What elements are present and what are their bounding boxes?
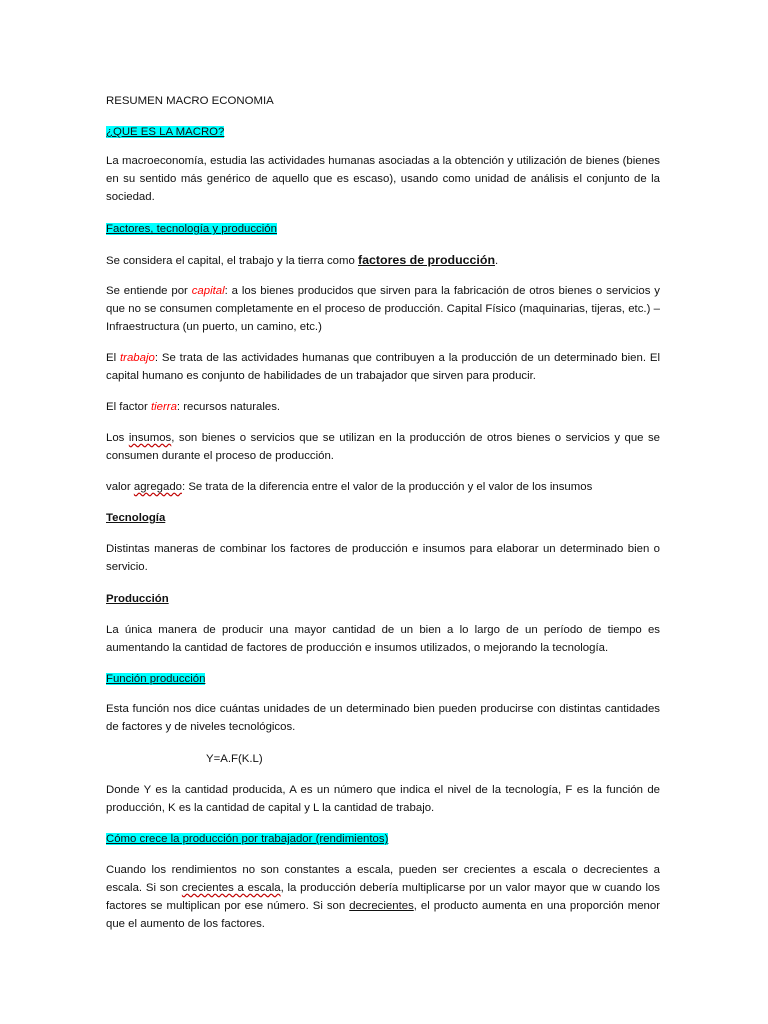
paragraph-macro: La macroeconomía, estudia las actividades humanas asociadas a la obtención y utilización de bienes (bienes en su sentido más genérico de aquello que es escaso), usando como unidad de análisis el conjunto de la sociedad. (106, 155, 660, 203)
insumos-term: insumos (128, 432, 172, 444)
rendimientos-text-3: , el producto aumenta en una proporción menor que el aumento de los factores. (106, 900, 660, 930)
paragraph-produccion: La única manera de producir una mayor cantidad de un bien a lo largo de un período de tiempo es aumentando la cantidad de factores de producción e insumos utilizados, o mejorando la tecnología. (106, 624, 660, 654)
rendimientos-text-1: Cuando los rendimientos no son constantes a escala, pueden ser crecientes a escala o decrecientes a escala. Si son (106, 864, 660, 894)
tierra-term: tierra (150, 401, 177, 413)
paragraph-donde: Donde Y es la cantidad producida, A es un número que indica el nivel de la tecnología, F es la función de producción, K es la cantidad de capital y L la cantidad de trabajo. (106, 784, 660, 814)
capital-text-pre: Se entiende por (106, 285, 192, 297)
tierra-text-pre: El factor (106, 401, 151, 413)
paragraph-funcion: Esta función nos dice cuántas unidades de un determinado bien pueden producirse con distintas cantidades de factores y de niveles tecnológicos. (106, 703, 660, 733)
trabajo-text: : Se trata de las actividades humanas que contribuyen a la producción de un determinado bien. El capital humano es conjunto de habilidades de un trabajador que sirven para producir. (106, 352, 660, 382)
paragraph-tierra (106, 398, 280, 416)
heading-produccion (106, 590, 169, 608)
heading-produccion-text: Producción (106, 593, 169, 605)
heading-como-crece (106, 830, 388, 848)
heading-factores (106, 220, 277, 238)
trabajo-text-pre: El (106, 352, 120, 364)
decrecientes-term: decrecientes (349, 900, 414, 912)
capital-term: capital (191, 285, 225, 297)
crecientes-term: crecientes a escala (181, 882, 281, 894)
factores-text-post: . (495, 255, 499, 267)
capital-text: : a los bienes producidos que sirven para la fabricación de otros bienes o servicios y que no se consumen completamente en el proceso de producción. Capital Físico (maquinarias, tijeras, etc.) – Infraestructura (un puerto, un camino, etc.) (106, 285, 660, 333)
heading-funcion-produccion-text: Función producción (106, 673, 206, 685)
rendimientos-text-2: , la producción debería multiplicarse por un valor mayor que w cuando los factores se multiplican por ese número. Si son (106, 882, 661, 912)
paragraph-tecnologia: Distintas maneras de combinar los factores de producción e insumos para elaborar un determinado bien o servicio. (106, 543, 660, 573)
paragraph-valor-agregado (106, 478, 592, 496)
heading-tecnologia-text: Tecnología (106, 512, 166, 524)
valor-text-pre: valor (106, 481, 134, 493)
tierra-text: : recursos naturales. (176, 401, 281, 413)
factores-term: factores de producción (358, 253, 496, 267)
valor-term: agregado (133, 481, 182, 493)
paragraph-capital (106, 282, 660, 336)
formula: Y=A.F(K.L) (206, 753, 263, 765)
insumos-text-pre: Los (106, 432, 129, 444)
factores-text-pre: Se considera el capital, el trabajo y la tierra como (106, 255, 358, 267)
paragraph-insumos (106, 429, 660, 465)
heading-que-es-la-macro (106, 123, 224, 141)
paragraph-factores (106, 251, 498, 270)
insumos-text: , son bienes o servicios que se utilizan en la producción de otros bienes o servicios y que se consumen durante el proceso de producción. (106, 432, 660, 462)
trabajo-term: trabajo (120, 352, 155, 364)
heading-tecnologia (106, 509, 165, 527)
heading-como-crece-text: Cómo crece la producción por trabajador (rendimientos) (106, 833, 389, 845)
paragraph-rendimientos (106, 861, 660, 933)
document-title: RESUMEN MACRO ECONOMIA (106, 95, 274, 107)
heading-que-es-la-macro-text: ¿QUE ES LA MACRO? (106, 126, 225, 138)
heading-funcion-produccion (106, 670, 205, 688)
valor-text: : Se trata de la diferencia entre el valor de la producción y el valor de los insumos (182, 481, 593, 493)
paragraph-trabajo (106, 349, 660, 385)
heading-factores-text: Factores, tecnología y producción (106, 223, 277, 235)
